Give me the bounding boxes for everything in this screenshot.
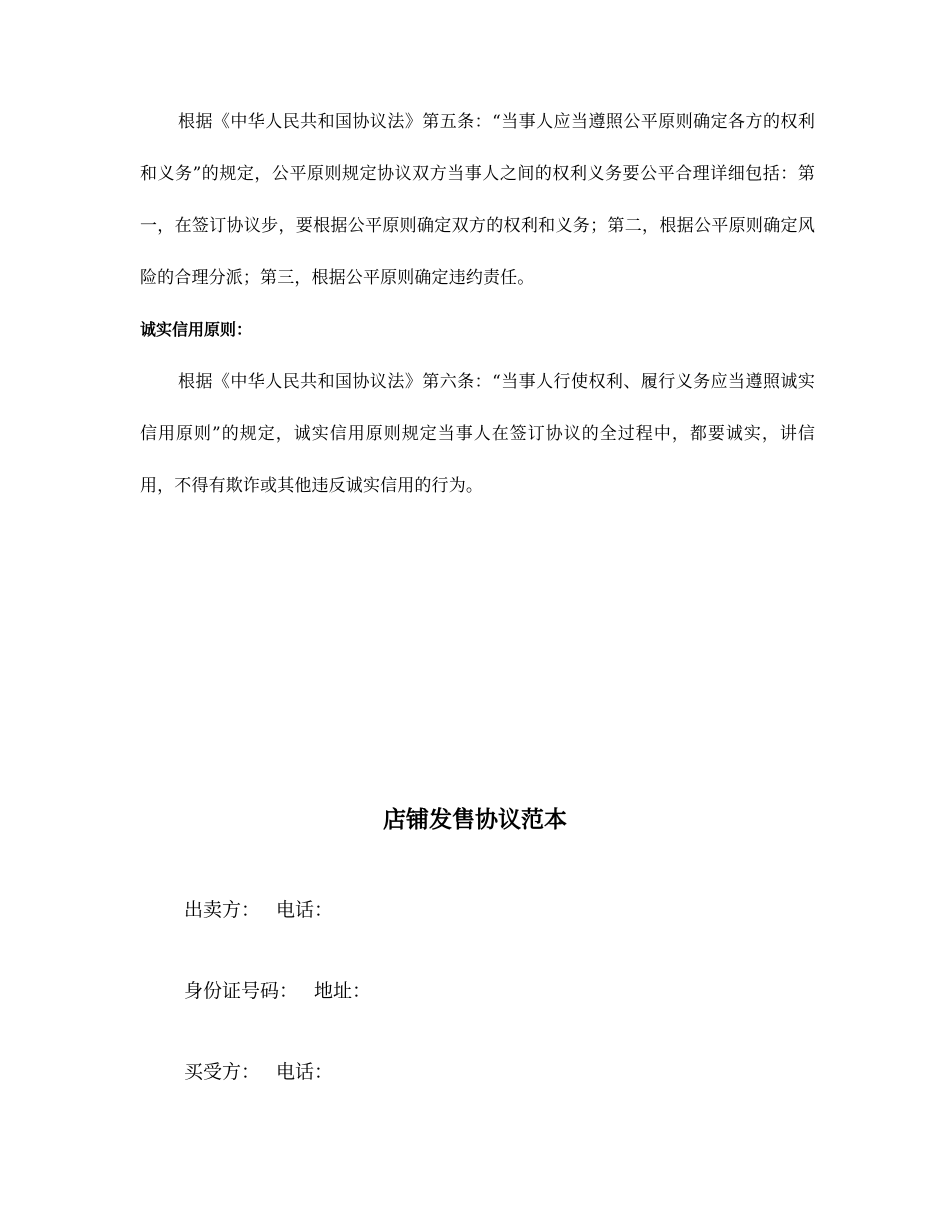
fairness-principle-paragraph: 根据《中华人民共和国协议法》第五条：“当事人应当遵照公平原则确定各方的权利和义务”的规定，公平原则规定协议双方当事人之间的权利义务要公平合理详细包括：第一，在签订协议步，要根据公平原则确定双方的权利和义务；第二，根据公平原则确定风险的合理分派；第三，根据公平原则确定违约责任。 bbox=[140, 112, 815, 288]
buyer-label: 买受方： bbox=[184, 1061, 261, 1083]
seller-label: 出卖方： bbox=[184, 899, 261, 921]
buyer-line bbox=[184, 1057, 333, 1087]
fairness-principle-section bbox=[140, 96, 815, 304]
buyer-phone-label: 电话： bbox=[276, 1061, 334, 1083]
id-number-label: 身份证号码： bbox=[184, 980, 299, 1002]
address-label: 地址： bbox=[314, 980, 372, 1002]
good-faith-paragraph: 根据《中华人民共和国协议法》第六条：“当事人行使权利、履行义务应当遵照诚实信用原则”的规定，诚实信用原则规定当事人在签订协议的全过程中，都要诚实，讲信用，不得有欺诈或其他违反诚实信用的行为。 bbox=[140, 372, 815, 496]
agreement-title: 店铺发售协议范本 bbox=[383, 807, 567, 833]
good-faith-section bbox=[140, 356, 815, 512]
seller-line bbox=[184, 895, 333, 925]
seller-phone-label: 电话： bbox=[276, 899, 334, 921]
id-address-line bbox=[184, 976, 371, 1006]
good-faith-heading: 诚实信用原则： bbox=[140, 320, 253, 339]
